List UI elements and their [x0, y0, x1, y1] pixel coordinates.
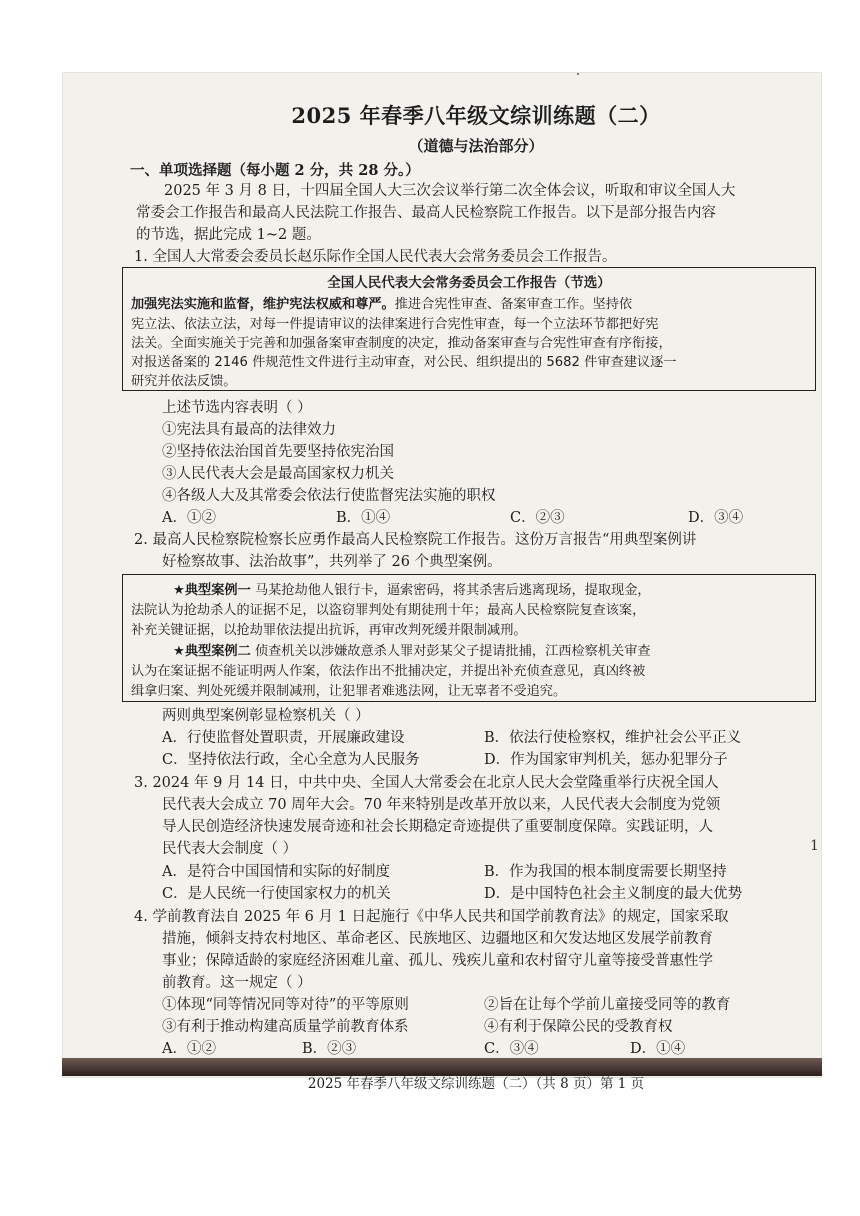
scan-shadow-band	[62, 1058, 822, 1076]
q3-stem-line-2: 民代表大会成立 70 周年大会。70 年来特别是改革开放以来，人民代表大会制度为党领	[162, 797, 721, 813]
q2-option-a[interactable]: A．行使监督处置职责，开展廉政建设	[162, 730, 405, 746]
q2-option-c[interactable]: C．坚持依法行政，全心全意为人民服务	[162, 752, 420, 768]
q2-case2-line-2: 认为在案证据不能证明两人作案，依法作出不批捕决定，并提出补充侦查意见，真凶终被	[131, 664, 646, 679]
q1-box-line-1-rest: 推进合宪性审查、备案审查工作。坚持依	[394, 297, 633, 312]
q3-option-c[interactable]: C．是人民统一行使国家权力的机关	[162, 886, 391, 902]
intro-line-3: 的节选，据此完成 1~2 题。	[136, 227, 321, 243]
q2-cases-box	[122, 574, 816, 702]
q4-option-d[interactable]: D．①④	[630, 1041, 686, 1057]
q3-option-d[interactable]: D．是中国特色社会主义制度的最大优势	[484, 886, 743, 902]
q1-question: 上述节选内容表明（ ）	[162, 400, 312, 416]
q2-question: 两则典型案例彰显检察机关（ ）	[162, 708, 370, 724]
q3-stem-line-3: 导人民创造经济快速发展奇迹和社会长期稳定奇迹提供了重要制度保障。实践证明，人	[162, 819, 713, 835]
speck	[577, 73, 579, 75]
q4-statement-1: ①体现“同等情况同等对待”的平等原则	[162, 997, 409, 1013]
q2-stem-line-1: 2. 最高人民检察院检察长应勇作最高人民检察院工作报告。这份万言报告“用典型案例讲	[134, 532, 697, 548]
q2-case2-text-1: 侦查机关以涉嫌故意杀人罪对彭某父子提请批捕，江西检察机关审查	[250, 644, 651, 659]
page-title: 2025 年春季八年级文综训练题（二）	[291, 103, 661, 128]
q3-option-a[interactable]: A．是符合中国国情和实际的好制度	[162, 864, 390, 880]
page-subtitle: （道德与法治部分）	[408, 137, 544, 155]
q3-stem-line-4: 民代表大会制度（ ）	[162, 841, 298, 857]
intro-line-1: 2025 年 3 月 8 日，十四届全国人大三次会议举行第二次全体会议，听取和审议全国人大	[164, 183, 736, 199]
q1-statement-3: ③人民代表大会是最高国家权力机关	[162, 466, 394, 482]
q1-report-box	[122, 267, 816, 391]
exam-paper	[62, 72, 822, 1092]
q2-case2-label: ★典型案例二	[173, 644, 251, 659]
q1-box-title: 全国人民代表大会常务委员会工作报告（节选）	[327, 275, 611, 291]
q1-box-line-1	[131, 293, 632, 312]
section-heading: 一、单项选择题（每小题 2 分，共 28 分。）	[130, 162, 420, 179]
q2-case1-line-1	[173, 579, 651, 598]
q1-box-line-2: 宪立法、依法立法，对每一件提请审议的法律案进行合宪性审查，每一个立法环节都把好宪	[131, 317, 659, 332]
q2-option-b[interactable]: B．依法行使检察权，维护社会公平正义	[484, 730, 742, 746]
q2-case1-label: ★典型案例一	[173, 583, 251, 598]
q4-statement-4: ④有利于保障公民的受教育权	[484, 1019, 673, 1035]
q2-case1-line-2: 法院认为抢劫杀人的证据不足，以盗窃罪判处有期徒刑十年；最高人民检察院复查该案，	[131, 603, 646, 618]
edge-mark: 1	[810, 838, 819, 854]
q2-case1-line-3: 补充关键证据，以抢劫罪依法提出抗诉，再审改判死缓并限制减刑。	[131, 623, 527, 638]
q1-box-line-5: 研究并依法反馈。	[131, 374, 237, 389]
q1-stem: 1. 全国人大常委会委员长赵乐际作全国人民代表大会常务委员会工作报告。	[134, 249, 617, 265]
q3-stem-line-1: 3. 2024 年 9 月 14 日，中共中央、全国人大常委会在北京人民大会堂隆重举行庆祝全国人	[134, 775, 719, 791]
q1-box-line-3: 法关。全面实施关于完善和加强备案审查制度的决定，推动备案审查与合宪性审查有序衔接，	[131, 336, 672, 351]
q4-statement-2: ②旨在让每个学前儿童接受同等的教育	[484, 997, 731, 1013]
q2-case2-line-1	[173, 640, 651, 659]
q1-box-line-4: 对报送备案的 2146 件规范性文件进行主动审查，对公民、组织提出的 5682 件审查建议逐一	[131, 355, 677, 370]
q3-option-b[interactable]: B．作为我国的根本制度需要长期坚持	[484, 864, 727, 880]
q1-statement-2: ②坚持依法治国首先要坚持依宪治国	[162, 444, 394, 460]
q2-option-d[interactable]: D．作为国家审判机关，惩办犯罪分子	[484, 752, 728, 768]
q1-option-a[interactable]: A．①②	[162, 510, 216, 526]
q4-stem-line-2: 措施，倾斜支持农村地区、革命老区、民族地区、边疆地区和欠发达地区发展学前教育	[162, 931, 713, 947]
page-footer: 2025 年春季八年级文综训练题（二）（共 8 页）第 1 页	[307, 1076, 645, 1092]
q4-option-b[interactable]: B．②③	[302, 1041, 357, 1057]
q2-case1-text-1: 马某抢劫他人银行卡，逼索密码，将其杀害后逃离现场，提取现金，	[250, 583, 651, 598]
q4-option-a[interactable]: A．①②	[162, 1041, 216, 1057]
q4-option-c[interactable]: C．③④	[484, 1041, 539, 1057]
q1-option-d[interactable]: D．③④	[688, 510, 744, 526]
q1-statement-1: ①宪法具有最高的法律效力	[162, 422, 336, 438]
q4-stem-line-3: 事业；保障适龄的家庭经济困难儿童、孤儿、残疾儿童和农村留守儿童等接受普惠性学	[162, 953, 713, 969]
q2-case2-line-3: 缉拿归案、判处死缓并限制减刑，让犯罪者难逃法网，让无辜者不受追究。	[131, 684, 567, 699]
q4-stem-line-4: 前教育。这一规定（ ）	[162, 975, 312, 991]
q4-statement-3: ③有利于推动构建高质量学前教育体系	[162, 1019, 409, 1035]
q2-stem-line-2: 好检察故事、法治故事”，共列举了 26 个典型案例。	[162, 554, 502, 570]
q1-statement-4: ④各级人大及其常委会依法行使监督宪法实施的职权	[162, 488, 496, 504]
q1-option-c[interactable]: C．②③	[510, 510, 565, 526]
q1-option-b[interactable]: B．①④	[336, 510, 391, 526]
intro-line-2: 常委会工作报告和最高人民法院工作报告、最高人民检察院工作报告。以下是部分报告内容	[136, 205, 716, 221]
q4-stem-line-1: 4. 学前教育法自 2025 年 6 月 1 日起施行《中华人民共和国学前教育法》的规定，国家采取	[134, 909, 729, 925]
q1-box-bold: 加强宪法实施和监督，维护宪法权威和尊严。	[131, 297, 395, 312]
